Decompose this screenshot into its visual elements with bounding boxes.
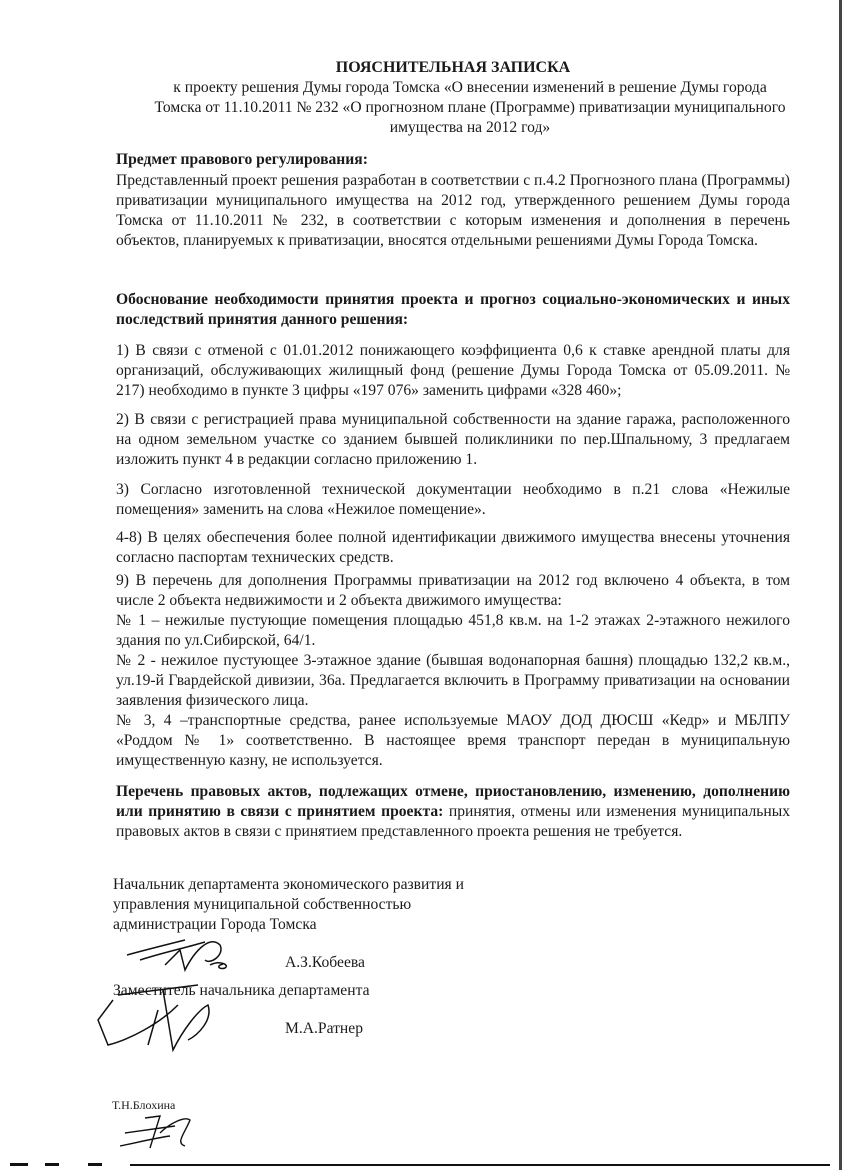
item-9 — [116, 571, 790, 771]
section1-heading: Предмет правового регулирования: — [116, 151, 368, 168]
document-subtitle: к проекту решения Думы города Томска «О внесении изменений в решение Думы города Томска от 11.10.2011 № 232 «О прогнозном плане (Программе) приватизации муниципального имущества на 2012 год» — [154, 79, 786, 136]
scan-mark — [10, 1163, 28, 1166]
item-9-objects-3-4: № 3, 4 –транспортные средства, ранее используемые МАОУ ДОД ДЮСШ «Кедр» и МБЛПУ «Роддом № 1» соответственно. В настоящее время транспорт передан в муниципальную имущественную казну, не используется. — [116, 712, 790, 769]
item-2: 2) В связи с регистрацией права муниципальной собственности на здание гаража, расположенного на одном земельном участке со зданием бывшей поликлиники по пер.Шпальному, 3 предлагаем изложить пункт 4 в редакции согласно приложению 1. — [116, 411, 790, 468]
item-9-object-2: № 2 - нежилое пустующее 3-этажное здание (бывшая водонапорная башня) площадью 132,2 кв.м., ул.19-й Гвардейской дивизии, 36а. Предлагается включить в Программу приватизации на основании заявления физического лица. — [116, 652, 790, 709]
item-9-object-1: № 1 – нежилые пустующие помещения площадью 451,8 кв.м. на 1-2 этажах 2-этажного нежилого здания по ул.Сибирской, 64/1. — [116, 612, 790, 649]
scan-bottom-line — [130, 1164, 830, 1166]
signer1-position: Начальник департамента экономического развития и управления муниципальной собственностью администрации Города Томска — [113, 876, 464, 933]
signature-3 — [115, 1108, 205, 1153]
signer2-position: Заместитель начальника департамента — [113, 982, 370, 999]
item-1: 1) В связи с отменой с 01.01.2012 понижающего коэффициента 0,6 к ставке арендной платы для организаций, обслуживающих жилищный фонд (решение Думы Города Томска от 05.09.2011. № 217) необходимо в пункте 3 цифры «197 076» заменить цифрами «328 460»; — [116, 342, 790, 399]
section1-text: Представленный проект решения разработан в соответствии с п.4.2 Прогнозного плана (Программы) приватизации муниципального имущества на 2012 год, утвержденного решением Думы города Томска от 11.10.2011 № 232, в соответствии с которым изменения и дополнения в перечень объектов, планируемых к приватизации, вносятся отдельными решениями Думы Города Томска. — [116, 172, 790, 249]
scan-mark — [88, 1163, 102, 1166]
section3 — [116, 782, 790, 842]
section3-text: принятия, отмены или изменения муниципальных правовых актов в связи с принятием представленного проекта решения не требуется. — [116, 803, 790, 840]
signer2-name: М.А.Ратнер — [285, 1020, 363, 1037]
item-9-intro: 9) В перечень для дополнения Программы приватизации на 2012 год включено 4 объекта, в том числе 2 объекта недвижимости и 2 объекта движимого имущества: — [116, 572, 790, 609]
scan-edge — [839, 0, 842, 1170]
section2-heading: Обоснование необходимости принятия проекта и прогноз социально-экономических и иных последствий принятия данного решения: — [116, 291, 790, 328]
section3-heading: Перечень правовых актов, подлежащих отмене, приостановлению, изменению, дополнению или принятию в связи с принятием проекта: — [116, 783, 790, 820]
signature-1 — [125, 930, 245, 980]
item-3: 3) Согласно изготовленной технической документации необходимо в п.21 слова «Нежилые помещения» заменить на слова «Нежилое помещение». — [116, 481, 790, 518]
document-title: ПОЯСНИТЕЛЬНАЯ ЗАПИСКА — [335, 59, 571, 76]
signature-2 — [88, 980, 228, 1060]
executor-name: Т.Н.Блохина — [112, 1098, 176, 1112]
signer1-name: А.З.Кобеева — [285, 954, 365, 971]
scan-mark — [45, 1163, 59, 1166]
item-4-8: 4-8) В целях обеспечения более полной идентификации движимого имущества внесены уточнения согласно паспортам технических средств. — [116, 529, 790, 566]
